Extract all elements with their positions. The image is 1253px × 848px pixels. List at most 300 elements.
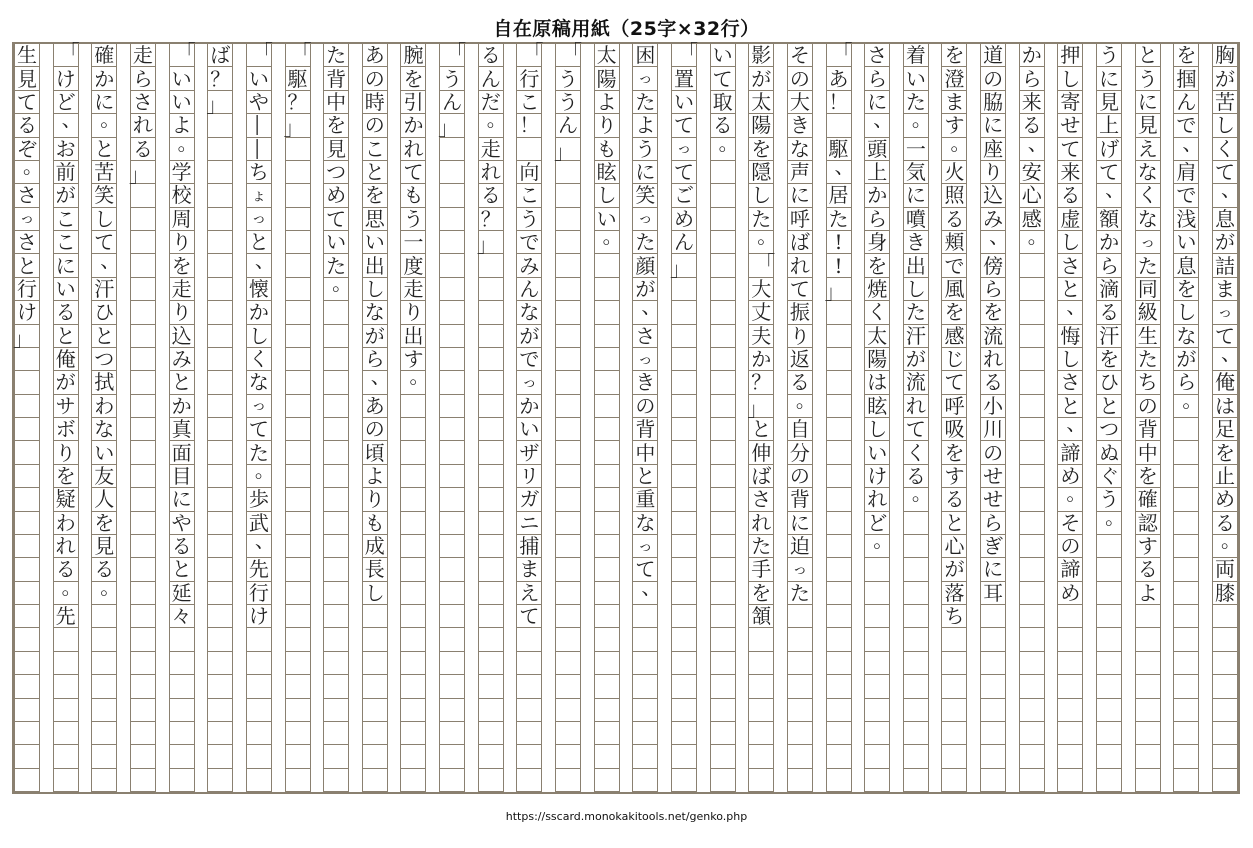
manuscript-char: さ (1060, 370, 1081, 395)
grid-cell (595, 465, 619, 488)
manuscript-char: 、 (834, 154, 855, 179)
grid-cell (1174, 441, 1198, 464)
grid-cell (131, 769, 155, 792)
grid-cell (479, 769, 503, 792)
grid-cell (749, 91, 773, 114)
grid-cell (633, 574, 662, 605)
grid-cell (1020, 224, 1048, 254)
grid-cell (247, 371, 271, 394)
grid-cell (672, 745, 696, 768)
grid-cell (438, 114, 464, 141)
grid-cell (324, 161, 348, 184)
manuscript-column (669, 40, 698, 792)
grid-cell (440, 40, 467, 67)
manuscript-char: 「 (832, 40, 853, 65)
grid-cell (711, 675, 735, 698)
grid-cell (1097, 278, 1121, 301)
grid-cell (517, 605, 541, 628)
grid-cell (517, 254, 541, 277)
grid-cell (633, 395, 657, 418)
grid-cell (1020, 371, 1044, 394)
grid-cell (1097, 371, 1121, 394)
grid-cell (479, 652, 503, 675)
grid-cell (595, 395, 619, 418)
manuscript-char: て (403, 160, 424, 185)
grid-cell (54, 254, 78, 277)
grid-cell (942, 628, 966, 651)
manuscript-char: っ (676, 139, 692, 158)
manuscript-char: 行 (248, 580, 269, 605)
grid-cell (517, 558, 541, 581)
grid-cell (324, 605, 348, 628)
grid-cell (942, 605, 966, 628)
grid-cell (672, 722, 696, 745)
grid-cell (363, 325, 387, 348)
grid-cell (556, 628, 580, 651)
grid-cell (363, 418, 387, 441)
grid-cell (749, 488, 773, 511)
grid-cell (904, 208, 928, 231)
grid-cell (401, 488, 425, 511)
grid-cell (827, 722, 851, 745)
manuscript-char: が (1215, 230, 1235, 255)
grid-cell (247, 325, 271, 348)
manuscript-char: れ (905, 393, 926, 418)
grid-cell (92, 301, 116, 324)
manuscript-char: ま (1215, 276, 1235, 301)
grid-cell (479, 558, 503, 581)
manuscript-char: う (442, 66, 463, 91)
manuscript-char: を (1215, 440, 1235, 465)
manuscript-char: り (596, 113, 617, 138)
grid-cell (324, 652, 348, 675)
manuscript-char: 太 (596, 43, 617, 68)
grid-cell (1213, 301, 1237, 324)
grid-cell (1097, 114, 1121, 137)
grid-cell (711, 465, 735, 488)
grid-cell (401, 418, 425, 441)
manuscript-char: 「 (291, 40, 312, 65)
manuscript-char: ょ (251, 185, 267, 204)
manuscript-char: 照 (944, 183, 965, 208)
grid-cell (865, 371, 889, 394)
grid-cell (208, 652, 232, 675)
grid-cell (981, 699, 1005, 722)
grid-cell (517, 488, 541, 511)
grid-cell (1136, 582, 1160, 605)
grid-cell (827, 154, 855, 184)
grid-cell (1058, 558, 1082, 581)
grid-cell (1174, 67, 1198, 90)
manuscript-char: て (789, 276, 810, 301)
grid-cell (363, 231, 387, 254)
manuscript-char: た (1137, 253, 1158, 278)
manuscript-char: 。 (1221, 528, 1241, 553)
manuscript-char: し (1176, 300, 1197, 325)
manuscript-char: 掴 (1176, 66, 1197, 91)
grid-cell (401, 364, 430, 394)
manuscript-char: る (905, 463, 926, 488)
grid-cell (788, 301, 812, 324)
manuscript-column (747, 43, 778, 792)
grid-cell (286, 512, 310, 535)
manuscript-char: 止 (1215, 463, 1235, 488)
grid-cell (1020, 91, 1044, 114)
manuscript-char: 人 (94, 487, 115, 512)
grid-cell (479, 722, 503, 745)
manuscript-char: せ (983, 487, 1004, 512)
grid-cell (15, 605, 39, 628)
grid-cell (942, 675, 966, 698)
manuscript-char: 顔 (635, 253, 656, 278)
manuscript-char: 先 (55, 604, 76, 629)
manuscript-char: 「 (677, 40, 698, 65)
manuscript-column (787, 43, 816, 792)
manuscript-char: っ (19, 209, 35, 228)
grid-cell (170, 91, 194, 114)
grid-cell (517, 628, 541, 651)
manuscript-char: ら (867, 206, 888, 231)
grid-cell (479, 675, 503, 698)
grid-cell (208, 44, 232, 67)
manuscript-char: 、 (254, 247, 275, 272)
manuscript-char: し (596, 183, 617, 208)
manuscript-char: と (171, 370, 192, 395)
grid-cell (1020, 395, 1044, 418)
grid-cell (865, 208, 889, 231)
grid-cell (517, 745, 541, 768)
manuscript-char: い (326, 230, 347, 255)
grid-cell (865, 675, 889, 698)
grid-cell (556, 184, 580, 207)
manuscript-char: け (867, 463, 888, 488)
manuscript-char: を (1176, 43, 1197, 68)
grid-cell (788, 67, 812, 90)
grid-cell (981, 675, 1005, 698)
manuscript-column (903, 43, 932, 792)
manuscript-char: 滴 (1099, 276, 1120, 301)
manuscript-char: る (171, 534, 192, 559)
grid-cell (479, 371, 503, 394)
manuscript-char: 呼 (789, 206, 810, 231)
manuscript-column (283, 40, 312, 792)
grid-cell (440, 488, 464, 511)
manuscript-char: て (519, 604, 540, 629)
grid-cell (15, 301, 39, 324)
manuscript-char: り (55, 440, 76, 465)
grid-cell (15, 254, 39, 277)
manuscript-char: 頭 (867, 136, 888, 161)
grid-cell (54, 605, 78, 628)
grid-cell (324, 301, 348, 324)
grid-cell (440, 465, 464, 488)
grid-cell (1058, 67, 1082, 90)
grid-cell (1174, 44, 1198, 67)
manuscript-char: み (983, 206, 1004, 231)
manuscript-char: さ (751, 487, 772, 512)
grid-cell (286, 301, 310, 324)
manuscript-char: が (944, 557, 965, 582)
grid-cell (595, 745, 619, 768)
grid-cell (479, 44, 503, 67)
grid-cell (440, 67, 464, 90)
manuscript-char: こ (55, 230, 76, 255)
grid-cell (865, 107, 894, 137)
manuscript-char: 。 (1105, 504, 1126, 529)
manuscript-char: 両 (1215, 557, 1235, 582)
grid-cell (1174, 769, 1198, 792)
grid-cell (1058, 722, 1082, 745)
manuscript-char: 。 (911, 107, 932, 132)
grid-cell (208, 161, 232, 184)
manuscript-char: る (944, 206, 965, 231)
grid-cell (942, 44, 966, 67)
manuscript-char: 澄 (944, 66, 965, 91)
grid-cell (1136, 441, 1160, 464)
grid-cell (286, 231, 310, 254)
grid-cell (131, 628, 155, 651)
manuscript-char: ば (789, 230, 810, 255)
manuscript-char: 延 (171, 580, 192, 605)
manuscript-char: わ (94, 393, 115, 418)
grid-cell (865, 769, 889, 792)
grid-cell (517, 652, 541, 675)
grid-cell (1136, 348, 1160, 371)
grid-cell (981, 91, 1005, 114)
manuscript-char: 目 (171, 463, 192, 488)
manuscript-char: せ (1060, 113, 1081, 138)
grid-cell (1097, 558, 1121, 581)
grid-cell (208, 371, 232, 394)
grid-cell (749, 699, 773, 722)
grid-cell (1058, 441, 1082, 464)
grid-cell (54, 769, 78, 792)
grid-cell (363, 301, 387, 324)
grid-cell (401, 395, 425, 418)
grid-cell (15, 278, 39, 301)
grid-cell (633, 488, 657, 511)
manuscript-char: 重 (635, 487, 656, 512)
grid-cell (363, 138, 387, 161)
grid-cell (1174, 699, 1198, 722)
grid-cell (942, 722, 966, 745)
manuscript-char: た (635, 230, 656, 255)
manuscript-char: い (867, 440, 888, 465)
grid-cell (170, 67, 194, 90)
grid-cell (633, 769, 657, 792)
grid-cell (1136, 722, 1160, 745)
grid-cell (981, 465, 1005, 488)
grid-cell (1213, 652, 1237, 675)
grid-cell (865, 558, 889, 581)
manuscript-char: よ (596, 89, 617, 114)
grid-cell (1174, 208, 1198, 231)
grid-cell (170, 278, 194, 301)
grid-cell (1136, 512, 1160, 535)
grid-cell (170, 208, 194, 231)
grid-cell (749, 535, 773, 558)
grid-cell (672, 325, 696, 348)
grid-cell (788, 582, 812, 605)
manuscript-char: し (364, 276, 385, 301)
manuscript-char: 同 (1137, 276, 1158, 301)
grid-cell (981, 138, 1005, 161)
grid-cell (517, 40, 544, 67)
manuscript-char: か (1021, 43, 1042, 68)
grid-cell (517, 722, 541, 745)
grid-cell (479, 535, 503, 558)
grid-cell (363, 395, 387, 418)
grid-cell (479, 161, 503, 184)
manuscript-char (829, 115, 849, 135)
grid-cell (170, 254, 194, 277)
grid-cell (788, 605, 812, 628)
manuscript-char: く (905, 440, 926, 465)
grid-cell (672, 441, 696, 464)
grid-cell (15, 371, 39, 394)
grid-cell (672, 652, 696, 675)
manuscript-char: 走 (403, 276, 424, 301)
manuscript-column (476, 43, 507, 792)
manuscript-char: が (751, 66, 772, 91)
manuscript-char: 見 (17, 66, 37, 91)
manuscript-char: と (171, 557, 192, 582)
manuscript-char: 認 (1137, 510, 1158, 535)
manuscript-char: の (1060, 534, 1081, 559)
grid-cell (942, 254, 966, 277)
manuscript-char: ― (246, 138, 271, 159)
grid-cell (1020, 278, 1044, 301)
grid-cell (363, 161, 387, 184)
grid-cell (1097, 441, 1121, 464)
grid-cell (865, 441, 889, 464)
manuscript-column (864, 43, 894, 792)
grid-cell (1213, 395, 1237, 418)
manuscript-char: に (1137, 89, 1158, 114)
grid-cell (363, 582, 387, 605)
manuscript-char: 心 (1021, 183, 1042, 208)
grid-cell (981, 371, 1005, 394)
grid-cell (1213, 558, 1237, 581)
manuscript-char: ん (1176, 89, 1197, 114)
manuscript-char: 。 (718, 130, 739, 155)
grid-cell (788, 745, 812, 768)
grid-cell (711, 582, 735, 605)
grid-cell (865, 528, 894, 558)
grid-cell (556, 722, 580, 745)
grid-cell (286, 769, 310, 792)
manuscript-char: る (1099, 300, 1120, 325)
manuscript-char: 走 (132, 43, 153, 68)
manuscript-char: の (364, 66, 385, 91)
grid-cell (1020, 488, 1044, 511)
grid-cell (633, 745, 657, 768)
grid-cell (324, 270, 353, 301)
manuscript-char: な (1176, 323, 1197, 348)
grid-cell (15, 488, 39, 511)
grid-cell (904, 628, 928, 651)
manuscript-char: る (17, 113, 37, 138)
manuscript-char: 中 (1137, 440, 1158, 465)
grid-cell (749, 114, 773, 137)
grid-cell (324, 325, 348, 348)
grid-cell (1097, 675, 1121, 698)
manuscript-char: っ (637, 69, 653, 88)
manuscript-char: ？ (210, 66, 231, 91)
manuscript-char: を (751, 580, 772, 605)
grid-cell (170, 325, 194, 348)
grid-cell (1136, 769, 1160, 792)
grid-cell (1174, 161, 1198, 184)
grid-cell (324, 208, 348, 231)
manuscript-char: 先 (248, 557, 269, 582)
manuscript-char: 頃 (364, 440, 385, 465)
manuscript-char: 背 (1137, 417, 1158, 442)
grid-cell (1213, 67, 1237, 90)
grid-cell (286, 722, 310, 745)
grid-cell (247, 161, 271, 184)
grid-cell (286, 184, 310, 207)
manuscript-char: 置 (673, 66, 694, 91)
grid-cell (904, 558, 928, 581)
manuscript-char: か (751, 347, 772, 372)
grid-cell (92, 395, 116, 418)
manuscript-char: ち (1137, 370, 1158, 395)
grid-cell (633, 44, 657, 67)
grid-cell (401, 628, 425, 651)
grid-cell (286, 535, 310, 558)
grid-cell (595, 138, 619, 161)
grid-cell (440, 161, 464, 184)
manuscript-char: さ (1060, 253, 1081, 278)
grid-cell (15, 44, 39, 67)
grid-cell (517, 348, 541, 371)
manuscript-char: 真 (171, 417, 192, 442)
grid-cell (827, 628, 851, 651)
grid-cell (324, 184, 348, 207)
grid-cell (170, 301, 194, 324)
grid-cell (440, 348, 464, 371)
grid-cell (517, 67, 541, 90)
grid-cell (286, 488, 310, 511)
grid-cell (54, 699, 78, 722)
grid-cell (556, 418, 580, 441)
manuscript-char: ぎ (983, 534, 1004, 559)
grid-cell (1174, 254, 1198, 277)
grid-cell (247, 114, 271, 137)
grid-cell (942, 488, 966, 511)
grid-cell (1213, 114, 1237, 137)
manuscript-char: さ (635, 323, 656, 348)
manuscript-char: た (326, 43, 347, 68)
grid-cell (517, 231, 541, 254)
grid-cell (827, 67, 851, 90)
grid-cell (1213, 488, 1237, 511)
manuscript-char: い (519, 417, 540, 442)
manuscript-char: 駆 (287, 66, 308, 91)
grid-cell (247, 605, 271, 628)
grid-cell (54, 441, 78, 464)
grid-cell (15, 769, 39, 792)
manuscript-char: 手 (751, 557, 772, 582)
grid-cell (440, 652, 464, 675)
manuscript-char: し (1215, 113, 1235, 138)
grid-cell (595, 652, 619, 675)
grid-cell (440, 231, 464, 254)
manuscript-char: で (944, 253, 965, 278)
manuscript-char: ん (558, 113, 579, 138)
grid-cell (981, 488, 1005, 511)
